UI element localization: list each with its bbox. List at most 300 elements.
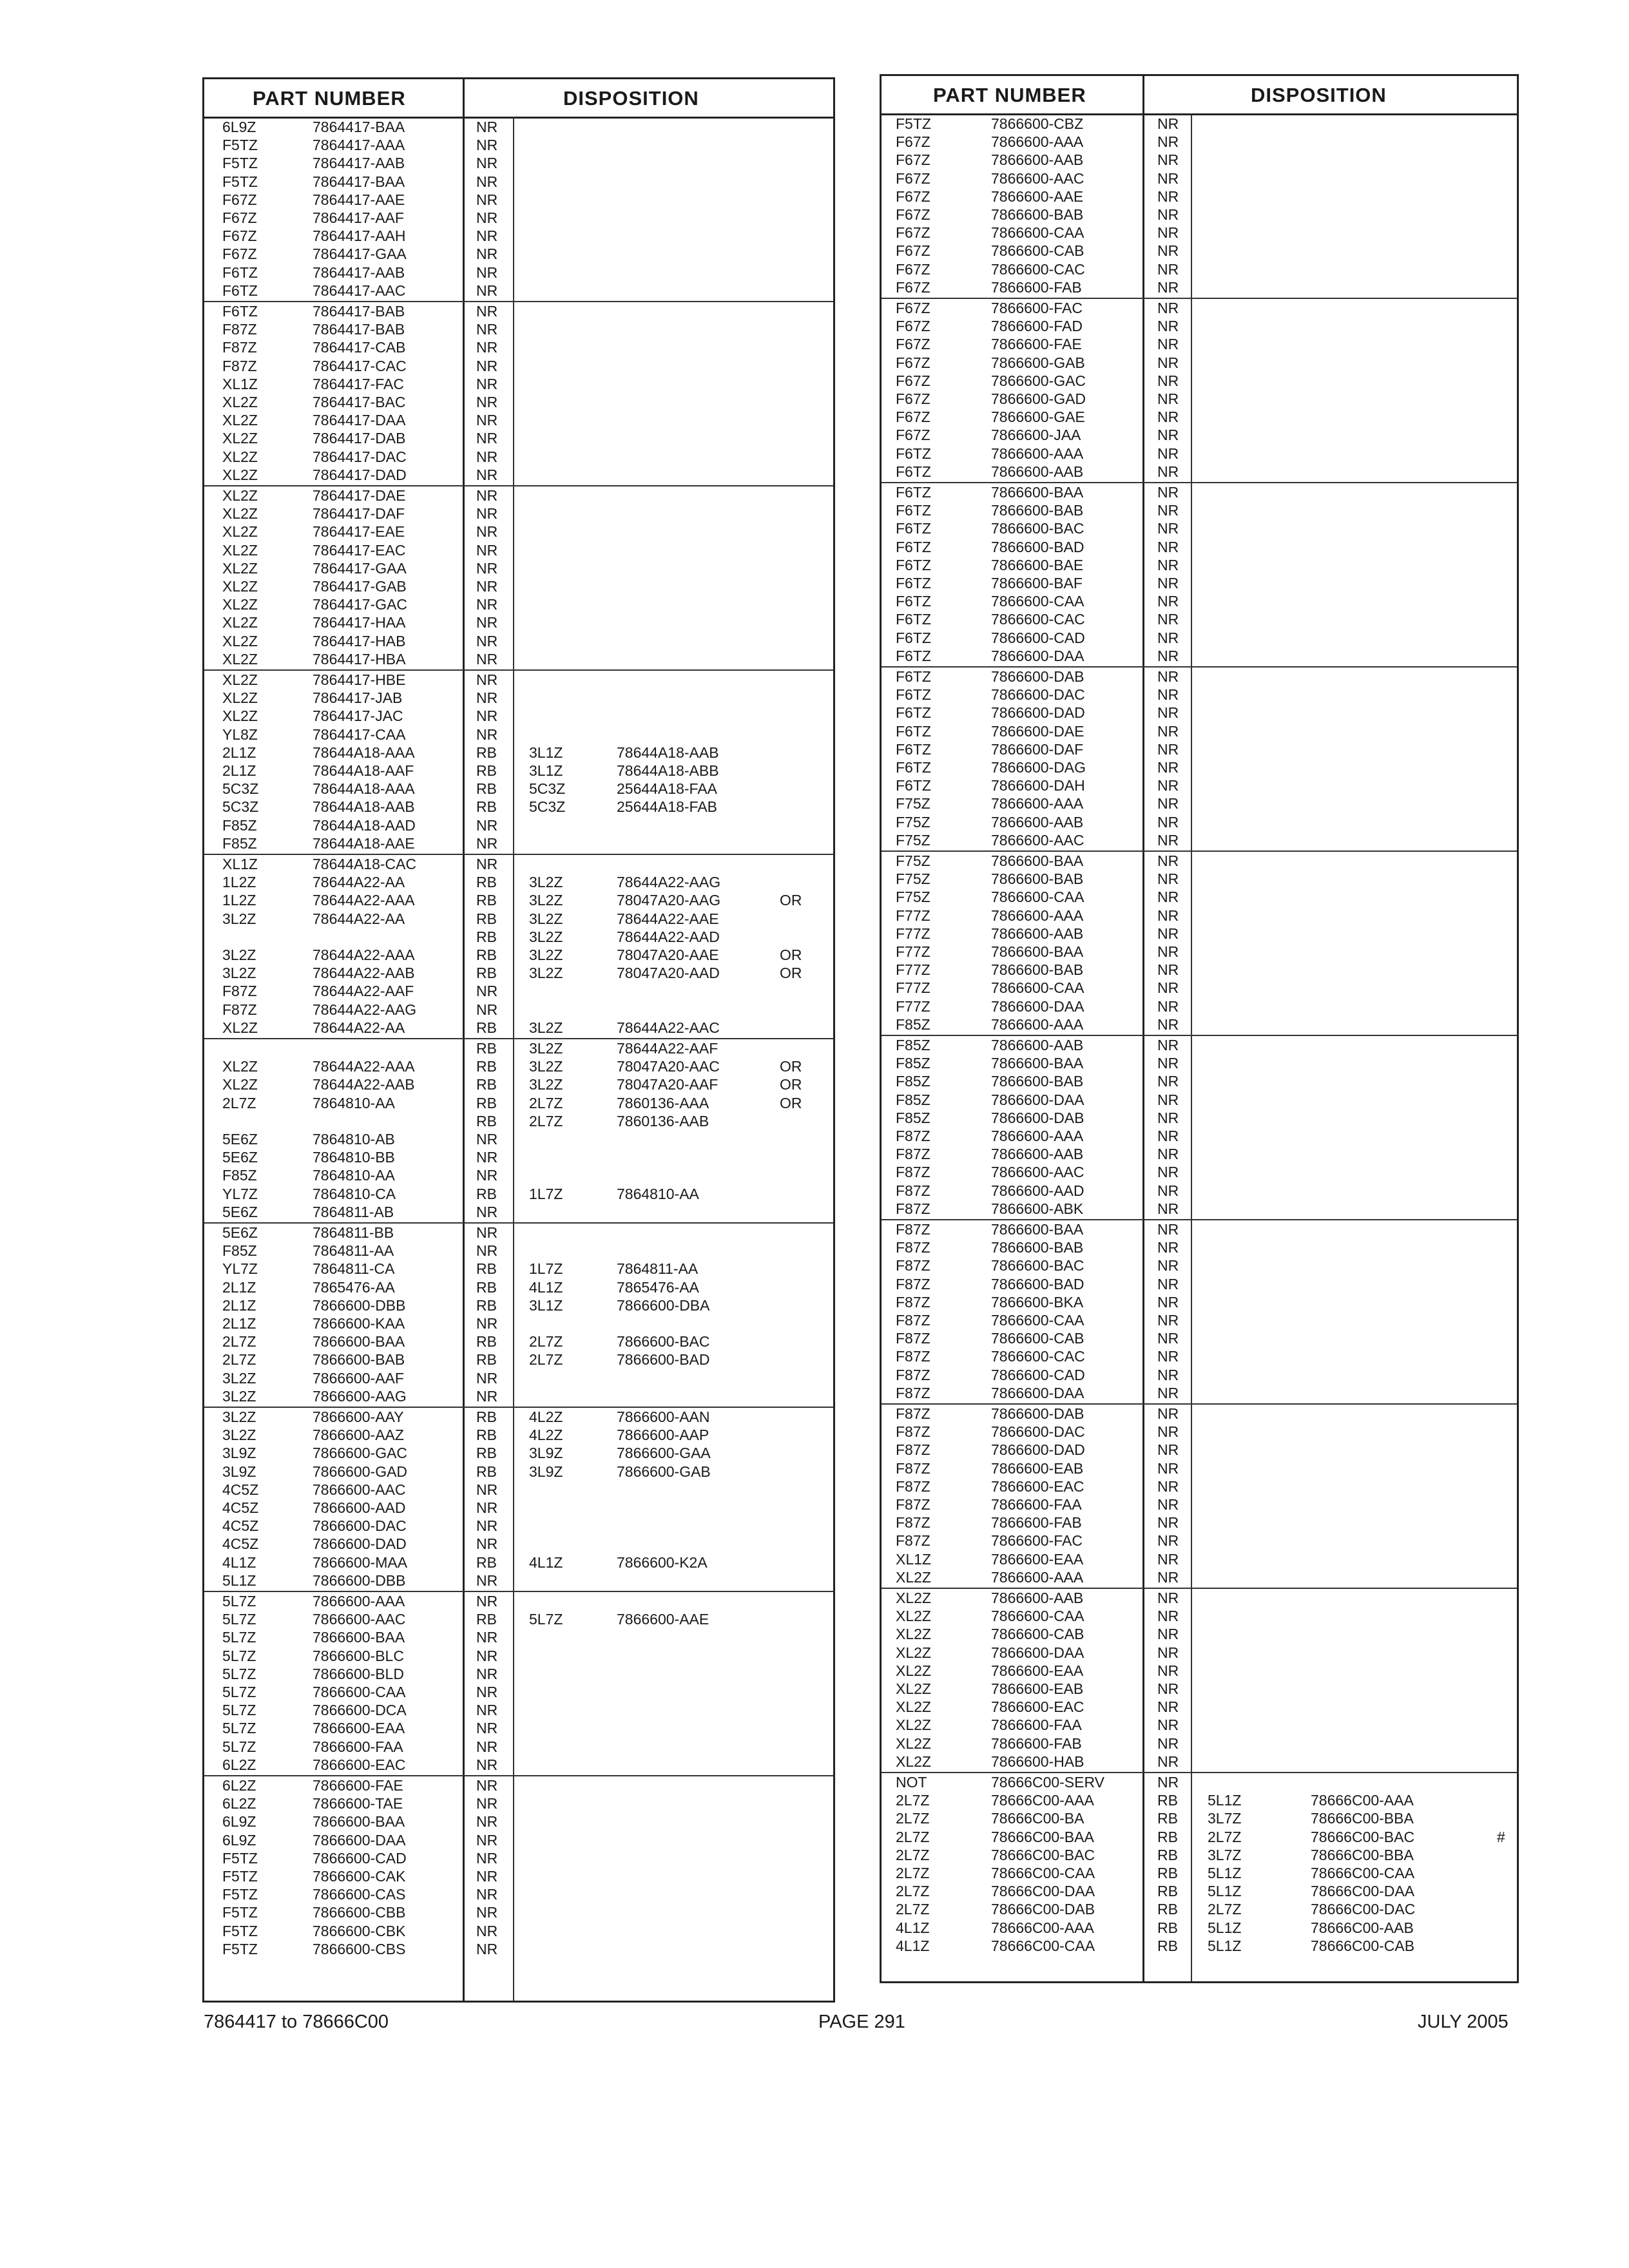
part-number: 7866600-CAA: [991, 593, 1084, 610]
table-row: [204, 1203, 833, 1221]
disposition-code: NR: [476, 1629, 498, 1646]
table-row: [204, 264, 833, 282]
part-number: 7866600-CAB: [991, 1330, 1084, 1347]
replacement-prefix: 3L7Z: [1208, 1810, 1242, 1827]
table-row: [882, 1589, 1517, 1607]
part-prefix: YL7Z: [222, 1185, 258, 1202]
table-row: [882, 1347, 1517, 1365]
part-number: 7866600-AAC: [991, 831, 1084, 849]
replacement-prefix: 3L2Z: [529, 1076, 563, 1093]
part-number: 7866600-AAG: [313, 1387, 407, 1405]
part-number: 78666C00-BAA: [991, 1828, 1094, 1845]
table-row: [882, 169, 1517, 187]
part-number: 7864810-AA: [313, 1167, 395, 1184]
disposition-code: NR: [1157, 318, 1179, 335]
part-prefix: XL2Z: [222, 1076, 258, 1093]
disposition-code: NR: [476, 1940, 498, 1957]
part-prefix: XL2Z: [222, 596, 258, 613]
disposition-code: NR: [1157, 759, 1179, 776]
table-row: [882, 1220, 1517, 1238]
disposition-code: NR: [1157, 593, 1179, 610]
part-prefix: F67Z: [896, 242, 930, 260]
part-prefix: 2L1Z: [222, 744, 256, 761]
part-prefix: F6TZ: [896, 647, 931, 664]
disposition-code: NR: [476, 1868, 498, 1885]
part-number: 7866600-EAC: [313, 1756, 406, 1773]
part-prefix: F77Z: [896, 925, 930, 942]
part-prefix: F6TZ: [896, 484, 931, 501]
table-row: [204, 650, 833, 668]
part-number: 7866600-AAD: [313, 1499, 406, 1516]
replacement-part: 78666C00-DAC: [1311, 1901, 1416, 1918]
disposition-code: NR: [1157, 1146, 1179, 1163]
disposition-code: NR: [1157, 870, 1179, 888]
replacement-prefix: 3L2Z: [529, 928, 563, 945]
part-number: 7866600-EAA: [991, 1550, 1084, 1568]
replacement-part: 7864811-AA: [617, 1260, 699, 1278]
replacement-prefix: 4L1Z: [529, 1278, 563, 1296]
disposition-code: NR: [1157, 611, 1179, 628]
table-row: [204, 1314, 833, 1332]
part-prefix: 5L7Z: [222, 1665, 256, 1682]
part-number: 7866600-MAA: [313, 1553, 408, 1571]
disposition-code: NR: [1157, 831, 1179, 849]
part-prefix: F77Z: [896, 961, 930, 979]
row-group: [204, 1407, 833, 1592]
table-row: [204, 1350, 833, 1369]
disposition-code: NR: [476, 1131, 498, 1148]
part-prefix: F67Z: [896, 390, 930, 407]
part-number: 7866600-CAB: [991, 242, 1084, 260]
part-number: 7864417-HBE: [313, 671, 406, 688]
part-number: 7865476-AA: [313, 1278, 395, 1296]
part-number: 78644A22-AAB: [313, 1076, 415, 1093]
table-row: [882, 1423, 1517, 1441]
table-row: [882, 224, 1517, 242]
table-row: [204, 1719, 833, 1737]
disposition-code: NR: [1157, 629, 1179, 646]
or-label: OR: [780, 1058, 802, 1075]
part-prefix: 5E6Z: [222, 1149, 258, 1166]
part-prefix: XL2Z: [222, 394, 258, 410]
row-group: [882, 1772, 1517, 1956]
disposition-code: RB: [476, 1094, 497, 1111]
part-number: 7866600-AAA: [991, 445, 1084, 462]
replacement-part: 7866600-DBA: [617, 1296, 710, 1314]
table-row: [204, 486, 833, 505]
part-number: 7866600-BAA: [991, 852, 1084, 869]
part-number: 7866600-TAE: [313, 1795, 403, 1812]
right-part-number-header: PART NUMBER: [933, 84, 1086, 106]
disposition-code: RB: [476, 947, 497, 963]
part-prefix: 3L2Z: [222, 1387, 256, 1405]
replacement-prefix: 3L2Z: [529, 1019, 563, 1036]
disposition-code: NR: [476, 1203, 498, 1220]
part-number: 7866600-AAA: [991, 133, 1084, 151]
part-number: 7864417-DAC: [313, 448, 407, 465]
table-row: [204, 559, 833, 577]
table-row: [882, 1015, 1517, 1033]
disposition-code: RB: [476, 1260, 497, 1278]
disposition-code: NR: [1157, 686, 1179, 704]
part-prefix: 6L9Z: [222, 1831, 256, 1849]
or-label: OR: [780, 1094, 802, 1111]
table-row: [204, 1867, 833, 1885]
disposition-code: NR: [476, 1720, 498, 1737]
part-number: 7864811-AA: [313, 1242, 394, 1260]
part-prefix: F67Z: [896, 187, 930, 205]
part-prefix: F6TZ: [222, 303, 258, 320]
table-row: [204, 523, 833, 541]
disposition-code: NR: [476, 303, 498, 320]
part-prefix: 2L7Z: [222, 1333, 256, 1350]
part-number: 7864417-DAA: [313, 412, 406, 429]
disposition-code: NR: [476, 227, 498, 245]
footer-page-number: PAGE 291: [818, 2012, 905, 2032]
table-row: [204, 375, 833, 393]
table-row: [882, 1200, 1517, 1218]
table-row: [204, 1001, 833, 1019]
row-group: [204, 1775, 833, 1959]
part-prefix: F5TZ: [222, 137, 258, 154]
disposition-code: NR: [1157, 1257, 1179, 1274]
disposition-code: NR: [1157, 1662, 1179, 1679]
part-number: 7866600-GAC: [991, 372, 1086, 389]
replacement-part: 78666C00-CAA: [1311, 1865, 1415, 1881]
table-row: [204, 855, 833, 873]
table-row: [204, 1647, 833, 1665]
disposition-code: NR: [1157, 889, 1179, 906]
part-number: 7864810-AB: [313, 1131, 395, 1148]
table-row: [882, 1864, 1517, 1882]
part-prefix: 2L7Z: [896, 1828, 930, 1845]
table-row: [882, 335, 1517, 353]
disposition-code: NR: [476, 430, 498, 447]
row-group: [882, 298, 1517, 483]
replacement-part: 25644A18-FAB: [617, 798, 718, 816]
row-group: [204, 1038, 833, 1224]
table-row: [204, 1075, 833, 1093]
table-row: [204, 338, 833, 356]
table-row: [204, 1535, 833, 1553]
part-prefix: F87Z: [222, 357, 257, 374]
part-number: 7866600-CAD: [991, 1366, 1085, 1383]
table-row: [204, 1831, 833, 1849]
disposition-code: NR: [476, 155, 498, 172]
disposition-code: NR: [1157, 408, 1179, 426]
table-row: [882, 1275, 1517, 1293]
row-group: [204, 1591, 833, 1776]
part-prefix: F6TZ: [896, 445, 931, 462]
part-prefix: 6L2Z: [222, 1756, 256, 1773]
part-prefix: XL2Z: [222, 559, 258, 577]
row-group: [204, 854, 833, 1039]
table-row: [204, 1553, 833, 1571]
disposition-code: NR: [1157, 169, 1179, 187]
table-row: [204, 541, 833, 559]
replacement-prefix: 4L2Z: [529, 1427, 563, 1444]
replacement-part: 7866600-GAA: [617, 1445, 711, 1462]
replacement-prefix: 1L7Z: [529, 1185, 563, 1202]
part-prefix: F77Z: [896, 907, 930, 924]
part-prefix: F67Z: [896, 336, 930, 353]
table-row: [882, 1238, 1517, 1256]
disposition-code: NR: [476, 1571, 498, 1589]
part-number: 7866600-AAC: [991, 1164, 1084, 1181]
part-prefix: XL2Z: [896, 1590, 931, 1606]
part-prefix: 4C5Z: [222, 1535, 259, 1553]
disposition-code: NR: [1157, 668, 1179, 685]
table-row: [204, 873, 833, 891]
replacement-part: 78666C00-CAB: [1311, 1937, 1415, 1954]
table-row: [882, 722, 1517, 740]
table-row: [204, 191, 833, 209]
replacement-part: 78047A20-AAE: [617, 947, 719, 963]
part-number: 7866600-CAB: [991, 1626, 1084, 1643]
part-number: 7864417-DAE: [313, 487, 406, 504]
table-row: [204, 1481, 833, 1499]
part-number: 7866600-FAC: [991, 1532, 1083, 1550]
table-row: [882, 1405, 1517, 1423]
part-number: 7866600-BAA: [313, 1813, 405, 1831]
table-row: [882, 1495, 1517, 1514]
table-row: [882, 115, 1517, 133]
table-row: [882, 1127, 1517, 1145]
row-group: [882, 1219, 1517, 1405]
table-row: [882, 1036, 1517, 1054]
disposition-code: NR: [1157, 115, 1179, 132]
part-number: 7866600-EAA: [313, 1720, 405, 1737]
part-number: 7866600-DBB: [313, 1571, 406, 1589]
table-row: [882, 943, 1517, 961]
part-number: 7866600-BAA: [991, 1221, 1084, 1238]
part-number: 7864417-AAA: [313, 137, 405, 154]
disposition-code: NR: [476, 1593, 498, 1610]
part-prefix: 5L7Z: [222, 1647, 256, 1664]
table-row: [204, 1940, 833, 1958]
table-row: [204, 1387, 833, 1405]
part-number: 7864417-BAA: [313, 173, 405, 190]
part-prefix: F87Z: [896, 1182, 930, 1199]
part-prefix: 5L7Z: [222, 1684, 256, 1700]
part-prefix: F85Z: [896, 1055, 930, 1072]
disposition-code: NR: [476, 1535, 498, 1553]
disposition-code: NR: [1157, 852, 1179, 869]
part-prefix: F75Z: [896, 889, 930, 906]
part-prefix: XL2Z: [222, 523, 258, 541]
disposition-code: NR: [1157, 1568, 1179, 1586]
part-number: 7866600-CAA: [991, 889, 1084, 906]
disposition-code: NR: [476, 1738, 498, 1755]
disposition-code: NR: [476, 834, 498, 852]
replacement-part: 7860136-AAB: [617, 1112, 709, 1129]
disposition-code: NR: [476, 1149, 498, 1166]
disposition-code: NR: [476, 1517, 498, 1535]
disposition-code: NR: [476, 541, 498, 559]
table-row: [882, 242, 1517, 260]
disposition-code: NR: [1157, 1405, 1179, 1422]
part-prefix: 4L1Z: [896, 1919, 930, 1936]
part-prefix: F87Z: [896, 1477, 930, 1495]
part-number: 7866600-FAE: [313, 1777, 403, 1794]
part-prefix: F67Z: [896, 151, 930, 169]
part-number: 7864417-HAA: [313, 614, 406, 631]
part-prefix: XL2Z: [222, 578, 258, 595]
part-number: 7866600-DAG: [991, 759, 1086, 776]
table-row: [204, 118, 833, 136]
disposition-code: NR: [476, 1886, 498, 1903]
part-prefix: F67Z: [896, 408, 930, 426]
part-number: 7866600-EAB: [991, 1459, 1084, 1477]
row-group: [882, 1403, 1517, 1589]
disposition-code: RB: [476, 1333, 497, 1350]
part-number: 7864417-AAH: [313, 227, 406, 245]
part-prefix: 3L2Z: [222, 910, 256, 927]
part-prefix: F67Z: [896, 372, 930, 389]
part-number: 78644A18-AAD: [313, 816, 416, 834]
table-row: [882, 979, 1517, 997]
part-number: 7866600-AAB: [991, 1037, 1084, 1053]
part-prefix: 5L7Z: [222, 1611, 256, 1628]
disposition-code: NR: [1157, 907, 1179, 924]
part-number: 7866600-BAB: [991, 961, 1084, 979]
part-prefix: 5L1Z: [222, 1571, 256, 1589]
part-prefix: F87Z: [896, 1200, 930, 1217]
part-prefix: XL2Z: [896, 1753, 931, 1770]
part-number: 78644A22-AAA: [313, 1058, 415, 1075]
part-prefix: XL2Z: [896, 1680, 931, 1697]
table-row: [204, 689, 833, 707]
part-prefix: F87Z: [896, 1146, 930, 1163]
part-number: 7866600-EAB: [991, 1680, 1084, 1697]
table-row: [882, 888, 1517, 906]
part-prefix: F6TZ: [896, 629, 931, 646]
part-prefix: F6TZ: [896, 502, 931, 519]
table-row: [204, 1683, 833, 1701]
disposition-code: NR: [1157, 1735, 1179, 1752]
part-number: 7864417-CAB: [313, 339, 406, 356]
disposition-code: NR: [476, 596, 498, 613]
replacement-part: 78644A22-AAF: [617, 1040, 718, 1057]
table-row: [204, 411, 833, 429]
replacement-part: 7866600-AAP: [617, 1427, 709, 1444]
part-prefix: F67Z: [896, 318, 930, 335]
table-row: [204, 632, 833, 650]
replacement-part: 78666C00-AAA: [1311, 1792, 1414, 1809]
part-prefix: 5L7Z: [222, 1702, 256, 1719]
part-number: 78644A22-AAA: [313, 892, 415, 909]
disposition-code: NR: [476, 173, 498, 190]
part-number: 78666C00-BAC: [991, 1846, 1095, 1863]
footer-date: JULY 2005: [1418, 2012, 1509, 2032]
part-number: 7864417-HBA: [313, 650, 406, 668]
part-number: 7866600-DAA: [991, 1384, 1084, 1401]
part-prefix: NOT: [896, 1774, 927, 1791]
part-number: 7866600-CAA: [991, 224, 1084, 242]
part-prefix: 3L2Z: [222, 1369, 256, 1387]
table-row: [882, 1568, 1517, 1586]
right-parts-table: [880, 74, 1519, 1983]
part-number: 7866600-AAC: [991, 169, 1084, 187]
table-row: [204, 1738, 833, 1756]
disposition-code: NR: [1157, 1164, 1179, 1181]
part-prefix: F87Z: [896, 1496, 930, 1513]
replacement-part: 7865476-AA: [617, 1278, 699, 1296]
disposition-code: NR: [476, 282, 498, 299]
part-number: 7866600-BAC: [991, 520, 1084, 537]
part-prefix: F67Z: [896, 206, 930, 223]
table-row: [882, 1662, 1517, 1680]
part-number: 7866600-BAA: [313, 1333, 405, 1350]
part-prefix: F5TZ: [222, 1904, 258, 1921]
table-row: [204, 834, 833, 852]
table-row: [204, 466, 833, 484]
part-prefix: 5C3Z: [222, 798, 259, 816]
table-row: [204, 1628, 833, 1646]
disposition-code: NR: [1157, 979, 1179, 997]
part-number: 7866600-BAD: [991, 538, 1084, 555]
table-row: [204, 209, 833, 227]
disposition-code: NR: [1157, 1015, 1179, 1033]
part-number: 7866600-DAE: [991, 722, 1084, 740]
part-prefix: 2L1Z: [222, 1278, 256, 1296]
part-number: 78644A22-AAA: [313, 947, 415, 963]
part-number: 78644A22-AAF: [313, 983, 414, 1000]
part-number: 78666C00-SERV: [991, 1774, 1105, 1791]
table-row: [204, 1185, 833, 1203]
disposition-code: NR: [1157, 336, 1179, 353]
disposition-code: RB: [476, 965, 497, 982]
part-number: 78666C00-DAB: [991, 1901, 1095, 1918]
part-number: 7866600-DCA: [313, 1702, 407, 1719]
part-prefix: F5TZ: [222, 1868, 258, 1885]
part-prefix: F67Z: [222, 209, 257, 226]
part-prefix: 3L2Z: [222, 947, 256, 963]
part-number: 7864417-DAD: [313, 466, 407, 483]
disposition-code: RB: [476, 1296, 497, 1314]
disposition-code: NR: [1157, 1590, 1179, 1606]
part-number: 7866600-DAB: [991, 668, 1084, 685]
disposition-code: NR: [1157, 520, 1179, 537]
disposition-code: RB: [476, 1076, 497, 1093]
part-prefix: F87Z: [222, 321, 257, 338]
table-row: [882, 997, 1517, 1015]
part-number: 7864417-FAC: [313, 375, 404, 392]
table-row: [204, 816, 833, 834]
part-prefix: 2L7Z: [896, 1810, 930, 1827]
table-row: [882, 1791, 1517, 1809]
table-row: [204, 1094, 833, 1112]
part-prefix: F75Z: [896, 795, 930, 812]
disposition-code: RB: [476, 910, 497, 927]
replacement-part: 78644A22-AAG: [617, 874, 721, 891]
part-number: 7866600-FAB: [991, 1514, 1082, 1532]
part-number: 7864417-JAC: [313, 707, 403, 725]
replacement-prefix: 2L7Z: [1208, 1828, 1242, 1845]
part-prefix: F75Z: [896, 852, 930, 869]
table-row: [204, 227, 833, 245]
part-number: 7866600-FAA: [991, 1496, 1082, 1513]
part-prefix: XL2Z: [222, 505, 258, 523]
table-row: [204, 1610, 833, 1628]
part-number: 7864810-AA: [313, 1094, 395, 1111]
part-prefix: F6TZ: [896, 556, 931, 573]
part-prefix: F67Z: [896, 260, 930, 278]
table-row: [204, 726, 833, 744]
part-number: 7864417-BAA: [313, 119, 405, 135]
table-row: [882, 961, 1517, 979]
part-prefix: F87Z: [896, 1459, 930, 1477]
